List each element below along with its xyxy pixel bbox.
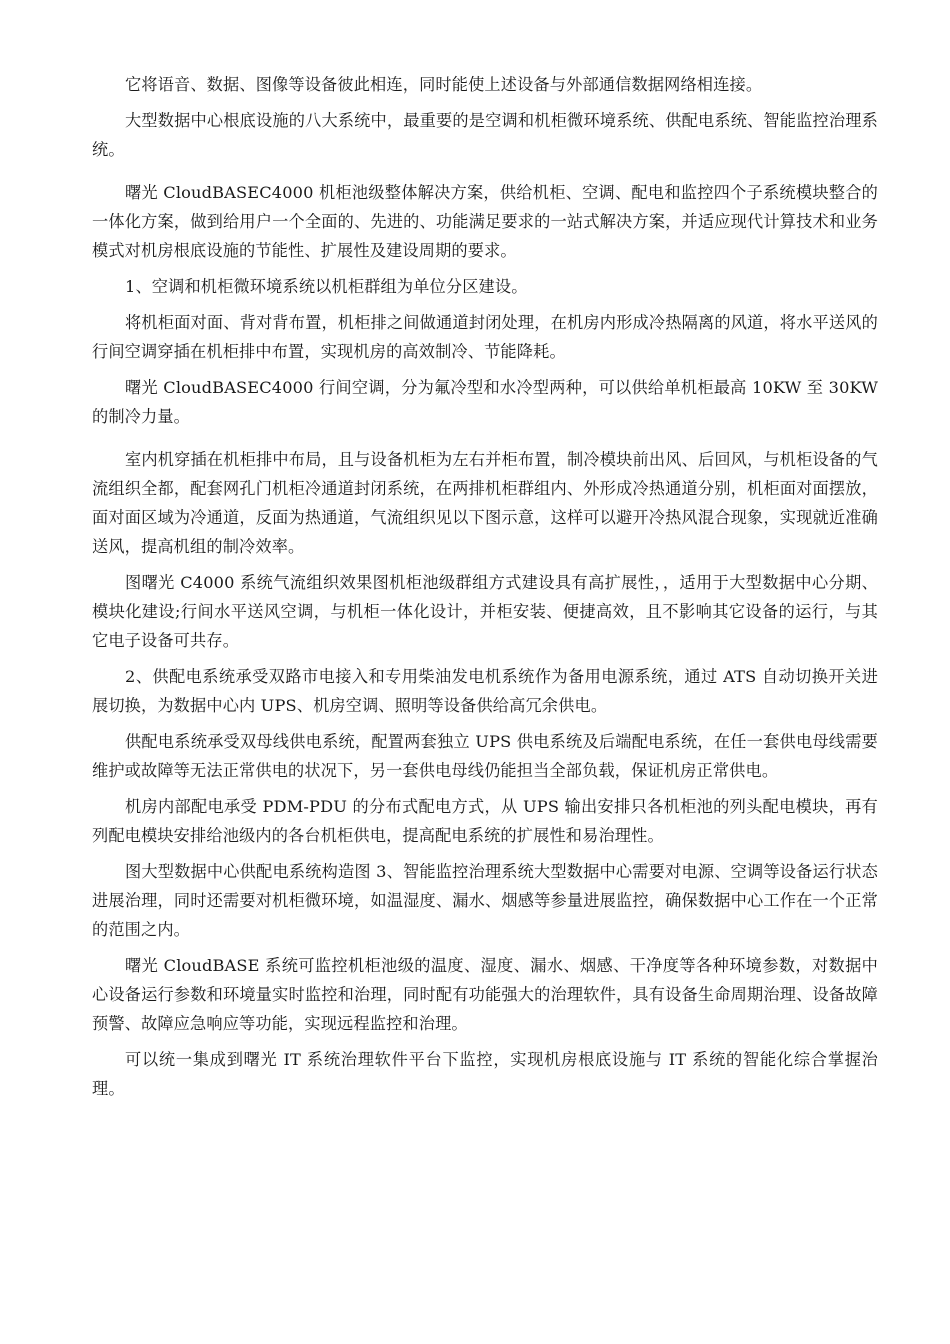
paragraph-12: 图大型数据中心供配电系统构造图 3、智能监控治理系统大型数据中心需要对电源、空调等设备运行状态进展治理，同时还需要对机柜微环境，如温湿度、漏水、烟感等参量进展监控，确保数据中心工作在一个正常的范围之内。 — [92, 862, 878, 939]
paragraph-5: 将机柜面对面、背对背布置，机柜排之间做通道封闭处理，在机房内形成冷热隔离的风道，将水平送风的行间空调穿插在机柜排中布置，实现机房的高效制冷、节能降耗。 — [92, 313, 878, 361]
document-body — [92, 70, 878, 1110]
paragraph-2: 大型数据中心根底设施的八大系统中，最重要的是空调和机柜微环境系统、供配电系统、智能监控治理系统。 — [92, 111, 878, 159]
paragraph-1: 它将语音、数据、图像等设备彼此相连，同时能使上述设备与外部通信数据网络相连接。 — [125, 75, 763, 94]
paragraph-6: 曙光 CloudBASEC4000 行间空调，分为氟冷型和水冷型两种，可以供给单机柜最高 10KW 至 30KW 的制冷力量。 — [92, 378, 878, 426]
paragraph-14: 可以统一集成到曙光 IT 系统治理软件平台下监控，实现机房根底设施与 IT 系统的智能化综合掌握治理。 — [92, 1050, 878, 1098]
paragraph-8: 图曙光 C4000 系统气流组织效果图机柜池级群组方式建设具有高扩展性，，适用于大型数据中心分期、模块化建设;行间水平送风空调，与机柜一体化设计，并柜安装、便捷高效，且不影响其它设备的运行，与其它电子设备可共存。 — [92, 573, 878, 650]
paragraph-11: 机房内部配电承受 PDM-PDU 的分布式配电方式，从 UPS 输出安排只各机柜池的列头配电模块，再有列配电模块安排给池级内的各台机柜供电，提高配电系统的扩展性和易治理性。 — [92, 797, 878, 845]
paragraph-9: 2、供配电系统承受双路市电接入和专用柴油发电机系统作为备用电源系统，通过 ATS 自动切换开关进展切换，为数据中心内 UPS、机房空调、照明等设备供给高冗余供电。 — [92, 667, 878, 715]
paragraph-4: 1、空调和机柜微环境系统以机柜群组为单位分区建设。 — [125, 277, 528, 296]
paragraph-10: 供配电系统承受双母线供电系统，配置两套独立 UPS 供电系统及后端配电系统，在任一套供电母线需要维护或故障等无法正常供电的状况下，另一套供电母线仍能担当全部负载，保证机房正常供电。 — [92, 732, 878, 780]
paragraph-3: 曙光 CloudBASEC4000 机柜池级整体解决方案，供给机柜、空调、配电和监控四个子系统模块整合的一体化方案，做到给用户一个全面的、先进的、功能满足要求的一站式解决方案，并适应现代计算技术和业务模式对机房根底设施的节能性、扩展性及建设周期的要求。 — [92, 183, 878, 260]
paragraph-7: 室内机穿插在机柜排中布局，且与设备机柜为左右并柜布置，制冷模块前出风、后回风，与机柜设备的气流组织全都，配套网孔门机柜冷通道封闭系统，在两排机柜群组内、外形成冷热通道分别，机柜面对面摆放，面对面区域为冷通道，反面为热通道，气流组织见以下图示意，这样可以避开冷热风混合现象，实现就近准确送风，提高机组的制冷效率。 — [92, 450, 878, 556]
paragraph-13: 曙光 CloudBASE 系统可监控机柜池级的温度、湿度、漏水、烟感、干净度等各种环境参数，对数据中心设备运行参数和环境量实时监控和治理，同时配有功能强大的治理软件，具有设备生命周期治理、设备故障预警、故障应急响应等功能，实现远程监控和治理。 — [92, 956, 878, 1033]
